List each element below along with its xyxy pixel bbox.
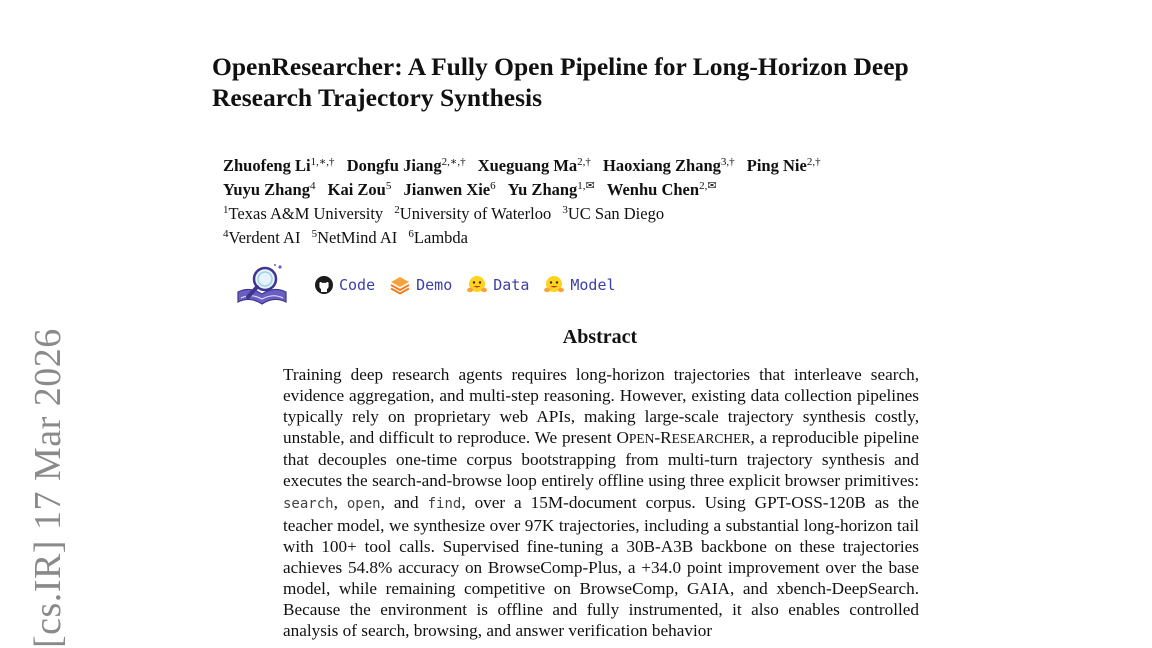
abstract-heading: Abstract — [562, 326, 638, 348]
author: Yu Zhang$^{1,✉}$ — [507, 180, 595, 199]
primitive-open: open — [346, 495, 381, 512]
magnifier-book-logo — [236, 262, 288, 308]
huggingface-icon — [543, 275, 565, 295]
authors-line-1 — [223, 154, 1023, 178]
code-link[interactable] — [314, 275, 375, 295]
model-link-label: Model — [570, 276, 616, 294]
author: Haoxiang Zhang$^{3,\dagger}$ — [603, 156, 735, 175]
affiliation: $^2$University of Waterloo — [394, 204, 552, 223]
demo-stack-icon — [389, 275, 411, 295]
affiliation: $^5$NetMind AI — [311, 228, 398, 247]
data-link[interactable] — [466, 275, 529, 295]
affiliation: $^6$Lambda — [408, 228, 468, 247]
author: Ping Nie$^{2,\dagger}$ — [746, 156, 821, 175]
title-line-1: OpenResearcher: A Fully Open Pipeline for Long-Horizon Deep — [212, 52, 909, 81]
author: Kai Zou$^5$ — [327, 180, 392, 199]
data-link-label: Data — [493, 276, 530, 294]
affiliations-line-2 — [223, 226, 1023, 250]
author-block — [223, 154, 1023, 250]
demo-link-label: Demo — [416, 276, 453, 294]
system-name: OPEN-RESEARCHER — [616, 428, 751, 448]
author: Wenhu Chen$^{2,✉}$ — [606, 180, 717, 199]
affiliation: $^1$Texas A&M University — [223, 204, 384, 223]
demo-link[interactable] — [389, 275, 452, 295]
author: Dongfu Jiang$^{2,∗,\dagger}$ — [346, 156, 466, 175]
model-link[interactable] — [543, 275, 615, 295]
code-link-label: Code — [339, 276, 376, 294]
resource-links — [236, 262, 630, 308]
author: Jianwen Xie$^6$ — [403, 180, 496, 199]
abstract-body: Training deep research agents requires long-horizon trajectories that interleave search, evidence aggregation, and multi-step reasoning. However, existing data collection pipelines typically rely on proprietary web APIs, making large-scale trajectory synthesis costly, unstable, and difficult to reproduce. We present OPEN-RESEARCHER, a reproducible pipeline that decouples one-time corpus bootstrapping from multi-turn trajectory synthesis and executes the search-and-browse loop entirely offline using three explicit browser primitives: search, open, and find, over a 15M-document corpus. Using GPT-OSS-120B as the teacher model, we synthesize over 97K trajectories, including a substantial long-horizon tail with 100+ tool calls. Supervised fine-tuning a 30B-A3B backbone on these trajectories achieves 54.8% accuracy on BrowseComp-Plus, a +34.0 point improvement over the base model, while remaining competitive on BrowseComp, GAIA, and xbench-DeepSearch. Because the environment is offline and fully instrumented, it also enables controlled analysis of search, browsing, and answer verification behavior — [283, 365, 920, 641]
github-icon — [314, 275, 334, 295]
primitive-search: search — [283, 495, 334, 512]
author: Yuyu Zhang$^4$ — [223, 180, 316, 199]
affiliations-line-1 — [223, 202, 1023, 226]
paper-title — [212, 51, 1032, 113]
author: Zhuofeng $Li^{1,∗,\dagger}$ — [223, 156, 335, 175]
affiliation: $^3$UC San Diego — [562, 204, 665, 223]
affiliation: $^4$Verdent AI — [223, 228, 301, 247]
arxiv-stamp: [cs.IR] 17 Mar 2026 — [27, 328, 69, 648]
huggingface-icon — [466, 275, 488, 295]
title-line-2: Research Trajectory Synthesis — [212, 83, 543, 112]
author: Xueguang $Ma^{2,\dagger}$ — [477, 156, 591, 175]
authors-line-2 — [223, 178, 1023, 202]
primitive-find: find — [427, 495, 462, 512]
